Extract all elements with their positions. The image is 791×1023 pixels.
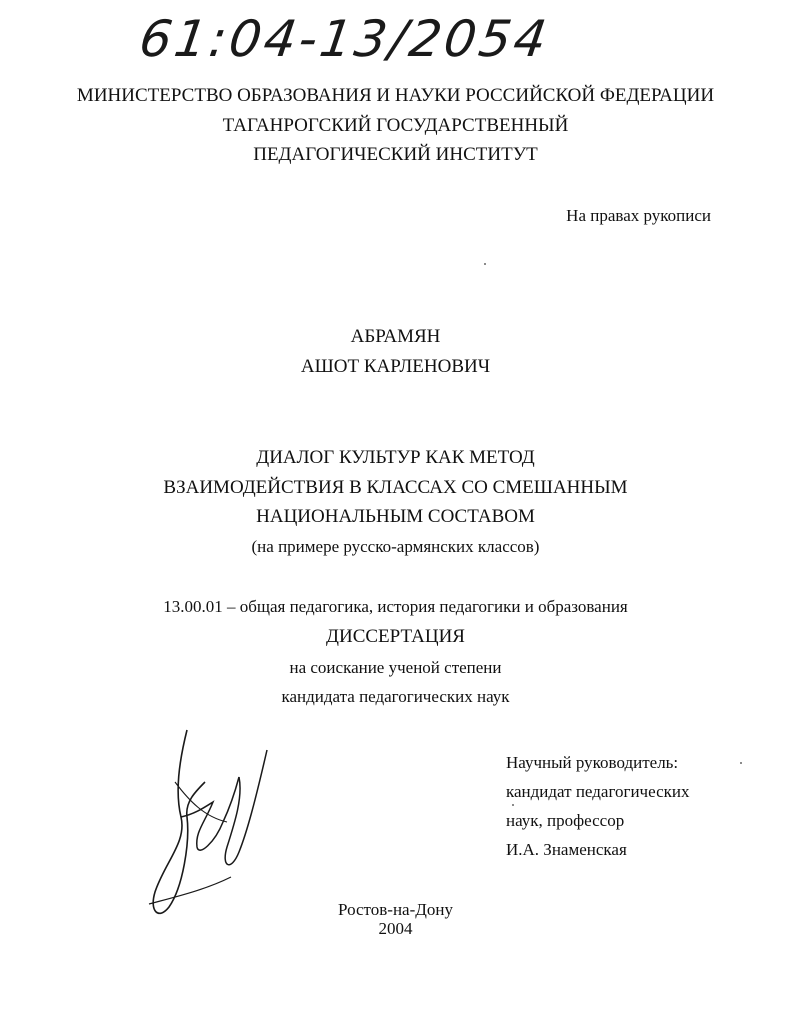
institute-heading-line1: ТАГАНРОГСКИЙ ГОСУДАРСТВЕННЫЙ: [222, 115, 569, 136]
scan-speck: [484, 263, 486, 265]
author-name: АШОТ КАРЛЕНОВИЧ: [300, 356, 491, 377]
title-line2: ВЗАИМОДЕЙСТВИЯ В КЛАССАХ СО СМЕШАННЫМ: [163, 477, 628, 498]
supervisor-block: [506, 748, 689, 864]
footer-city: Ростов-на-Дону: [338, 900, 453, 919]
supervisor-name: И.А. Знаменская: [506, 840, 627, 859]
supervisor-label: Научный руководитель:: [506, 753, 679, 772]
footer-year: 2004: [378, 919, 413, 938]
title-line1: ДИАЛОГ КУЛЬТУР КАК МЕТОД: [256, 447, 535, 468]
specialty-code: 13.00.01 – общая педагогика, история педагогики и образования: [163, 597, 628, 616]
degree-line1: на соискание ученой степени: [289, 658, 502, 677]
supervisor-degree: кандидат педагогических: [506, 782, 690, 801]
handwritten-catalog-code: 61:04-13/2054: [135, 10, 553, 68]
title-subtitle: (на примере русско-армянских классов): [251, 537, 540, 556]
supervisor-title: наук, профессор: [506, 811, 625, 830]
scan-speck: [740, 762, 742, 764]
work-type: ДИССЕРТАЦИЯ: [326, 626, 465, 647]
scan-speck: [512, 804, 514, 806]
author-surname: АБРАМЯН: [350, 326, 441, 347]
author-signature: [135, 722, 285, 922]
ministry-heading: МИНИСТЕРСТВО ОБРАЗОВАНИЯ И НАУКИ РОССИЙСКОЙ ФЕДЕРАЦИИ: [76, 85, 715, 106]
institute-heading-line2: ПЕДАГОГИЧЕСКИЙ ИНСТИТУТ: [253, 144, 538, 165]
degree-line2: кандидата педагогических наук: [281, 687, 510, 706]
title-line3: НАЦИОНАЛЬНЫМ СОСТАВОМ: [256, 506, 535, 527]
manuscript-rights-note: На правах рукописи: [566, 206, 711, 225]
